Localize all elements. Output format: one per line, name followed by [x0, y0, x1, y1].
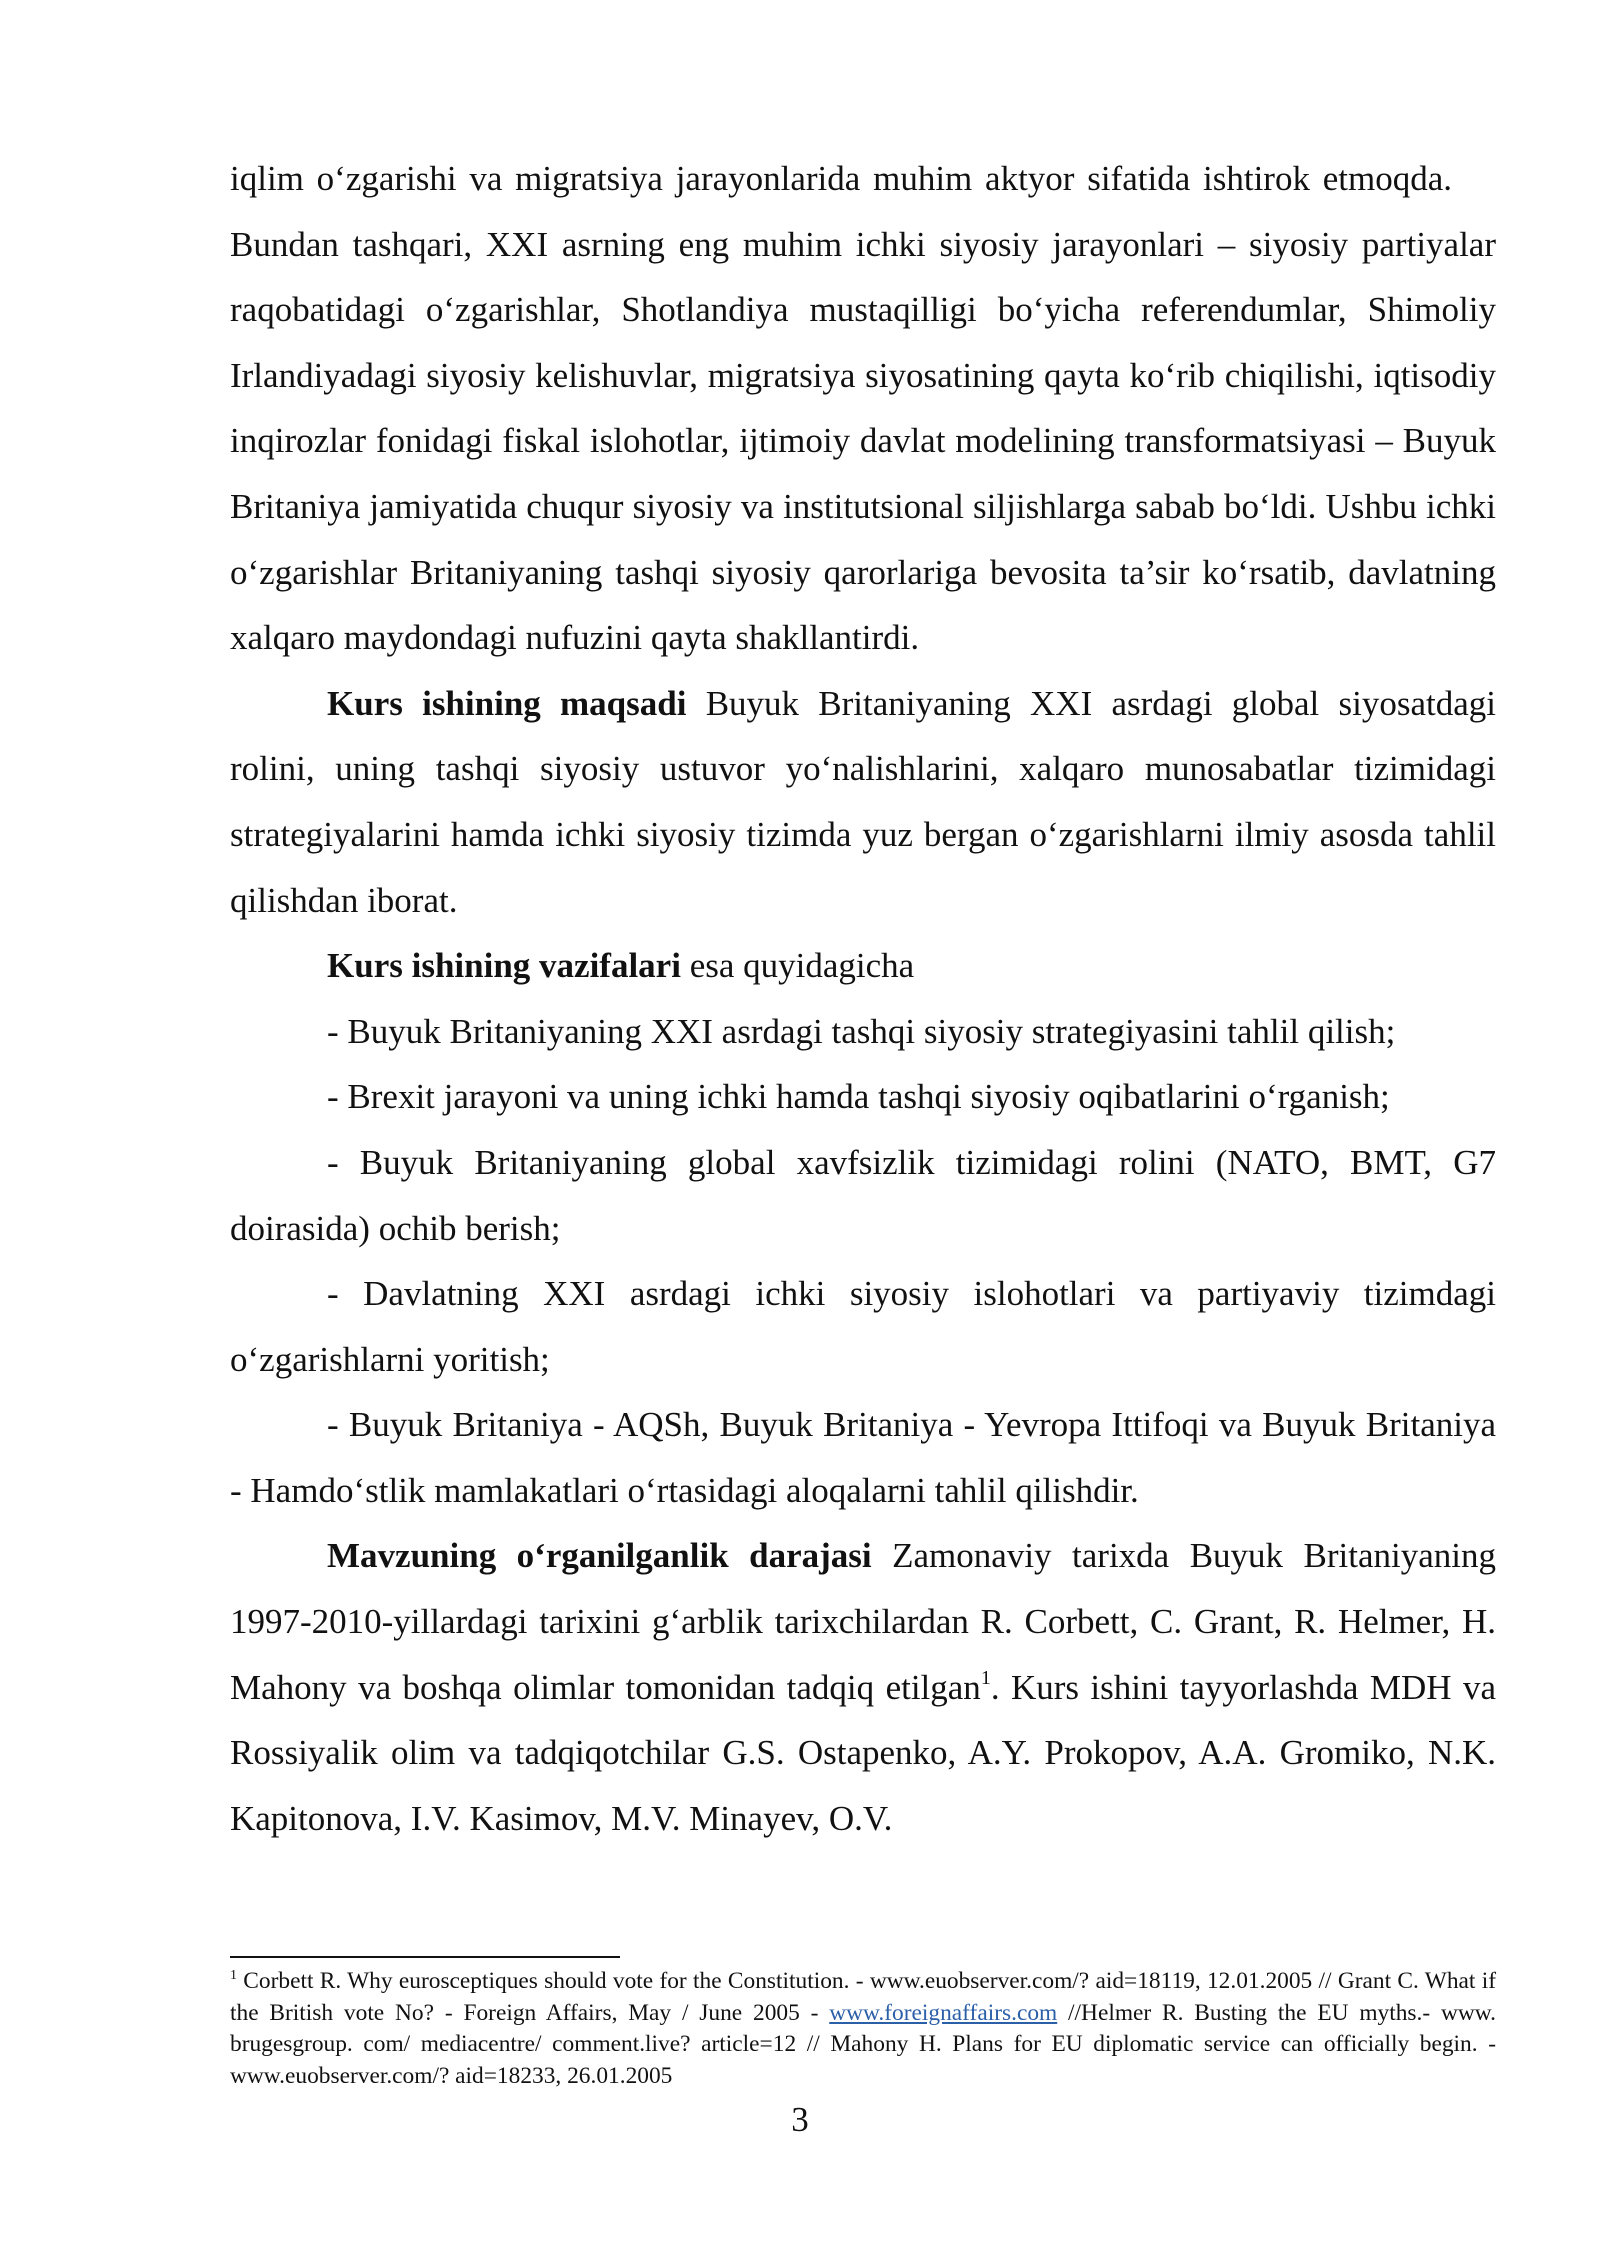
- footnote-text-a: Corbett R. Why eurosceptiques should vote for the Constitution. - www.euobserver.com/? aid=18119, 12.01.2005 // Grant C. What if the British vote No? - Foreign Affairs, May / June 2005 -: [230, 1968, 1496, 2026]
- tasks-intro-text: esa quyidagicha: [680, 946, 915, 986]
- intro-text-a: iqlim o‘zgarishi va migratsiya jarayonlarida muhim aktyor sifatida ishtirok etmoqda.: [230, 159, 1452, 198]
- task-item: - Buyuk Britaniyaning XXI asrdagi tashqi siyosiy strategiyasini tahlil qilish;: [327, 1011, 1396, 1051]
- task-item: - Brexit jarayoni va uning ichki hamda tashqi siyosiy oqibatlarini o‘rganish;: [327, 1077, 1390, 1117]
- goal-label: Kurs ishining maqsadi: [327, 683, 687, 723]
- tasks-label: Kurs ishining vazifalari: [327, 946, 681, 986]
- goal-text: Buyuk Britaniyaning XXI asrdagi global siyosatdagi rolini, uning tashqi siyosiy ustuvor yo‘nalishlarini, xalqaro munosabatlar tizimidagi strategiyalarini hamda ichki siyosiy tizimda yuz bergan o‘zgarishlarni ilmiy asosda tahlil qilishdan iborat.: [230, 683, 1496, 920]
- study-text-b: . Kurs ishini tayyorlashda MDH va Rossiyalik olim va tadqiqotchilar G.S. Ostapenko, A.Y. Prokopov, A.A. Gromiko, N.K. Kapitonova, I.V. Kasimov, M.V. Minayev, O.V.: [230, 1667, 1496, 1838]
- footnote-link[interactable]: www.foreignaffairs.com: [829, 1999, 1058, 2026]
- footnote-reference[interactable]: 1: [980, 1666, 991, 1689]
- task-item: - Buyuk Britaniya - AQSh, Buyuk Britaniya - Yevropa Ittifoqi va Buyuk Britaniya - Hamdo‘stlik mamlakatlari o‘rtasidagi aloqalarni tahlil qilishdir.: [230, 1405, 1496, 1510]
- footnote-divider: [230, 1956, 620, 1958]
- intro-text-b: Bundan tashqari, XXI asrning eng muhim ichki siyosiy jarayonlari – siyosiy partiyalar raqobatidagi o‘zgarishlar, Shotlandiya mustaqilligi bo‘yicha referendumlar, Shimoliy Irlandiyadagi siyosiy kelishuvlar, migratsiya siyosatining qayta ko‘rib chiqilishi, iqtisodiy inqirozlar fonidagi fiskal islohotlar, ijtimoiy davlat modelining transformatsiyasi – Buyuk Britaniya jamiyatida chuqur siyosiy va institutsional siljishlarga sabab bo‘ldi. Ushbu ichki o‘zgarishlar Britaniyaning tashqi siyosiy qarorlariga bevosita ta’sir ko‘rsatib, davlatning xalqaro maydondagi nufuzini qayta shakllantirdi.: [230, 224, 1496, 658]
- paragraph-goal: [230, 671, 1496, 933]
- study-label: Mavzuning o‘rganilganlik darajasi: [327, 1536, 872, 1576]
- footnote-text-b: //Helmer R. Busting the EU myths.- www. brugesgroup. com/ mediacentre/ comment.live? article=12 // Mahony H. Plans for EU diplomatic service can officially begin. - www.euobserver.com/? aid=18233, 26.01.2005: [230, 1999, 1496, 2089]
- paragraph-intro: [230, 146, 1496, 671]
- task-item: - Davlatning XXI asrdagi ichki siyosiy islohotlari va partiyaviy tizimdagi o‘zgarishlarni yoritish;: [230, 1274, 1496, 1379]
- footnote-marker: 1: [230, 1968, 237, 1983]
- footnote: [230, 1966, 1496, 2092]
- task-item: - Buyuk Britaniyaning global xavfsizlik tizimidagi rolini (NATO, BMT, G7 doirasida) ochib berish;: [230, 1142, 1496, 1248]
- page-number: 3: [791, 2100, 809, 2139]
- study-text-a: Zamonaviy tarixda Buyuk Britaniyaning 1997-2010-yillardagi tarixini g‘arblik tarixchilardan R. Corbett, C. Grant, R. Helmer, H. Mahony va boshqa olimlar tomonidan tadqiq etilgan: [230, 1536, 1496, 1707]
- paragraph-study-level: [230, 1523, 1496, 1851]
- paragraph-tasks-heading: [230, 933, 1496, 999]
- page-body: [230, 146, 1496, 1851]
